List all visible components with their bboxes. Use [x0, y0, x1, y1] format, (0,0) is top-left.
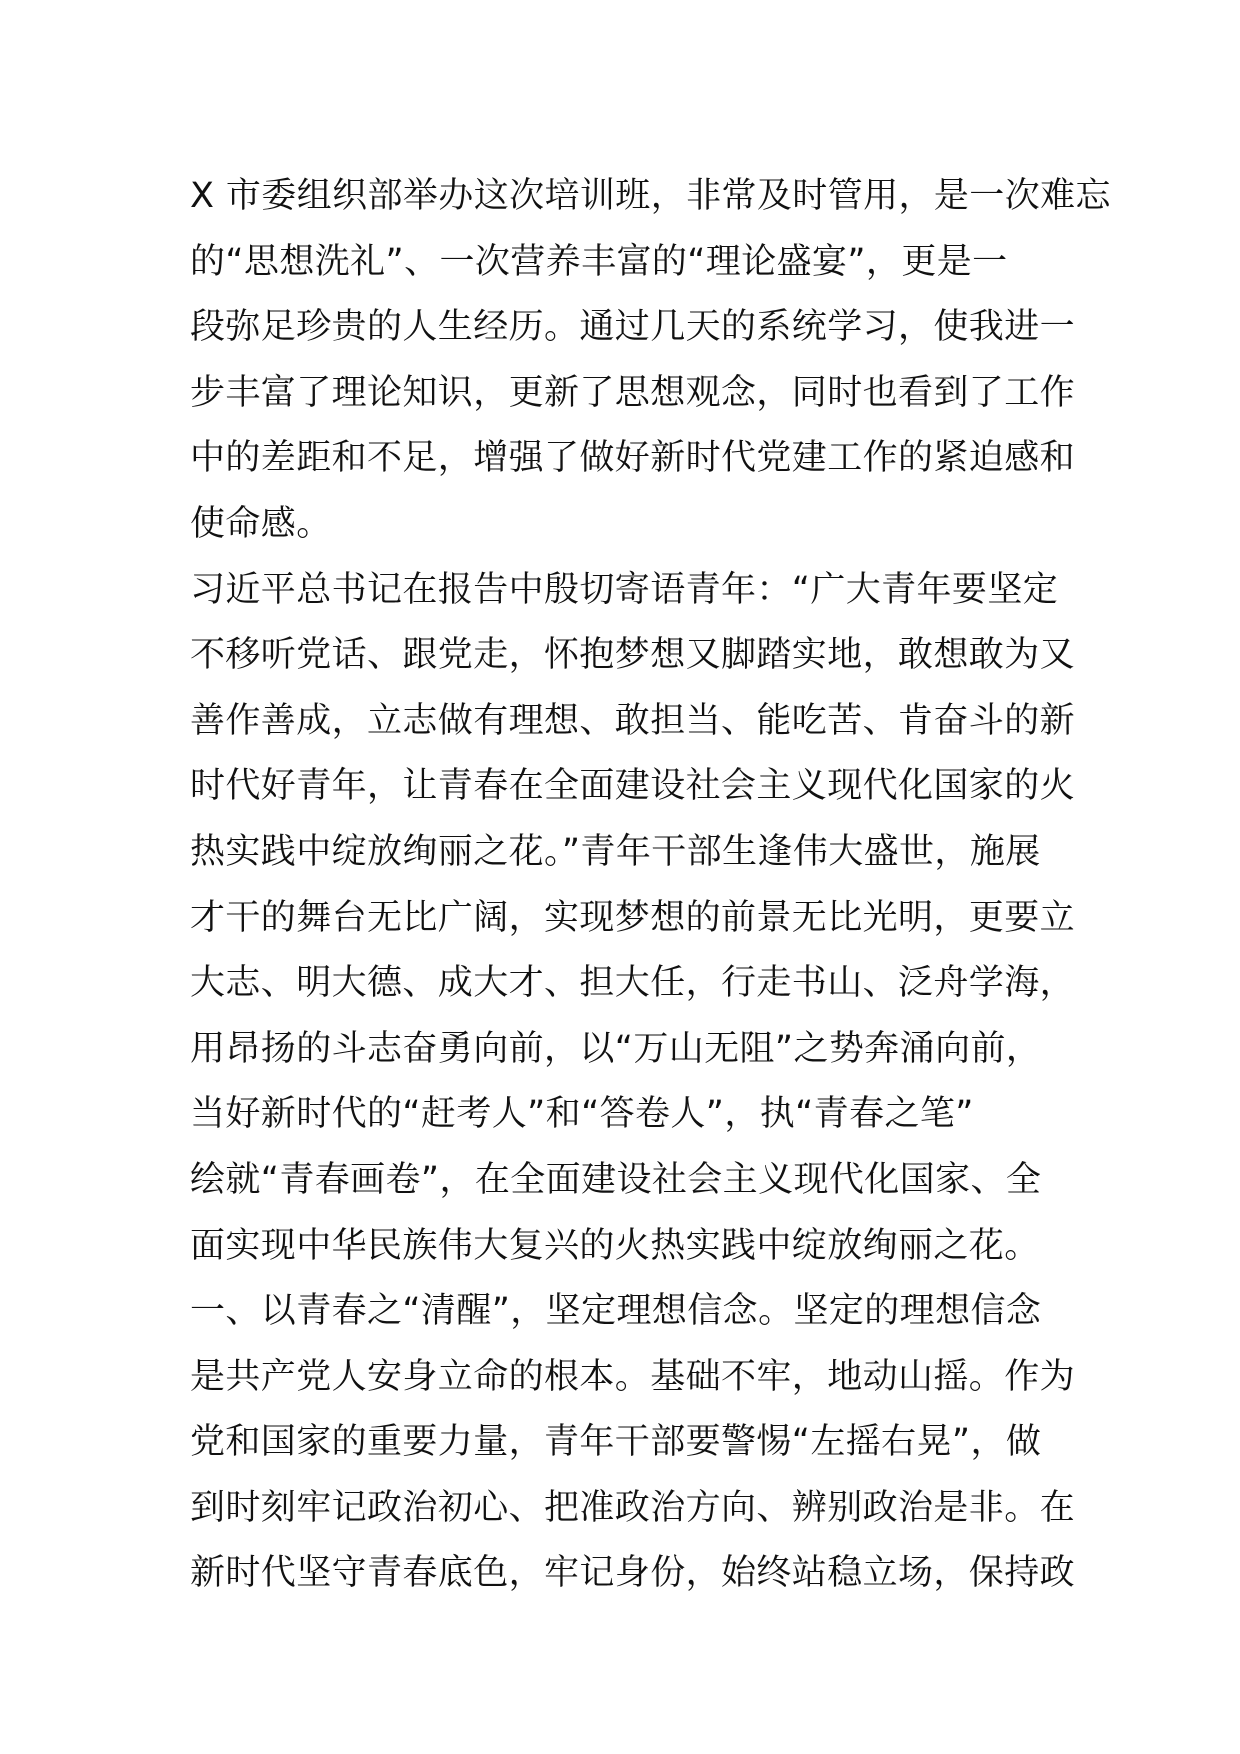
text-line: 善作善成，立志做有理想、敢担当、能吃苦、肯奋斗的新 [190, 700, 1076, 741]
document-body [190, 164, 1111, 1607]
text-line: 不移听党话、跟党走，怀抱梦想又脚踏实地，敢想敢为又 [190, 635, 1076, 676]
text-line: 热实践中绽放绚丽之花。”青年干部生逢伟大盛世，施展 [190, 831, 1041, 872]
text-line: 面实现中华民族伟大复兴的火热实践中绽放绚丽之花。 [190, 1225, 1040, 1266]
text-line: X 市委组织部举办这次培训班，非常及时管用，是一次难忘 [190, 176, 1111, 216]
text-line: 到时刻牢记政治初心、把准政治方向、辨别政治是非。在 [190, 1487, 1076, 1528]
text-line: 党和国家的重要力量，青年干部要警惕“左摇右晃”，做 [190, 1422, 1042, 1463]
text-line: 步丰富了理论知识，更新了思想观念，同时也看到了工作 [190, 372, 1076, 413]
text-line: 用昂扬的斗志奋勇向前，以“万山无阻”之势奔涌向前， [190, 1028, 1042, 1069]
text-line: 时代好青年，让青春在全面建设社会主义现代化国家的火 [190, 766, 1076, 807]
text-line: 才干的舞台无比广阔，实现梦想的前景无比光明，更要立 [190, 897, 1076, 938]
text-line: 绘就“青春画卷”，在全面建设社会主义现代化国家、全 [190, 1159, 1042, 1200]
text-line: 使命感。 [190, 503, 332, 544]
text-line: 一、以青春之“清醒”，坚定理想信念。坚定的理想信念 [190, 1291, 1042, 1332]
text-line: 中的差距和不足，增强了做好新时代党建工作的紧迫感和 [190, 438, 1076, 479]
text-line: 新时代坚守青春底色，牢记身份，始终站稳立场，保持政 [190, 1553, 1076, 1594]
text-line: 大志、明大德、成大才、担大任，行走书山、泛舟学海， [190, 963, 1076, 1004]
text-line: 段弥足珍贵的人生经历。通过几天的系统学习，使我进一 [190, 307, 1076, 348]
text-line: 习近平总书记在报告中殷切寄语青年：“广大青年要坚定 [190, 569, 1059, 610]
text-line: 的“思想洗礼”、一次营养丰富的“理论盛宴”，更是一 [190, 241, 1008, 282]
text-line: 是共产党人安身立命的根本。基础不牢，地动山摇。作为 [190, 1356, 1076, 1397]
text-line: 当好新时代的“赶考人”和“答卷人”，执“青春之笔” [190, 1094, 974, 1135]
